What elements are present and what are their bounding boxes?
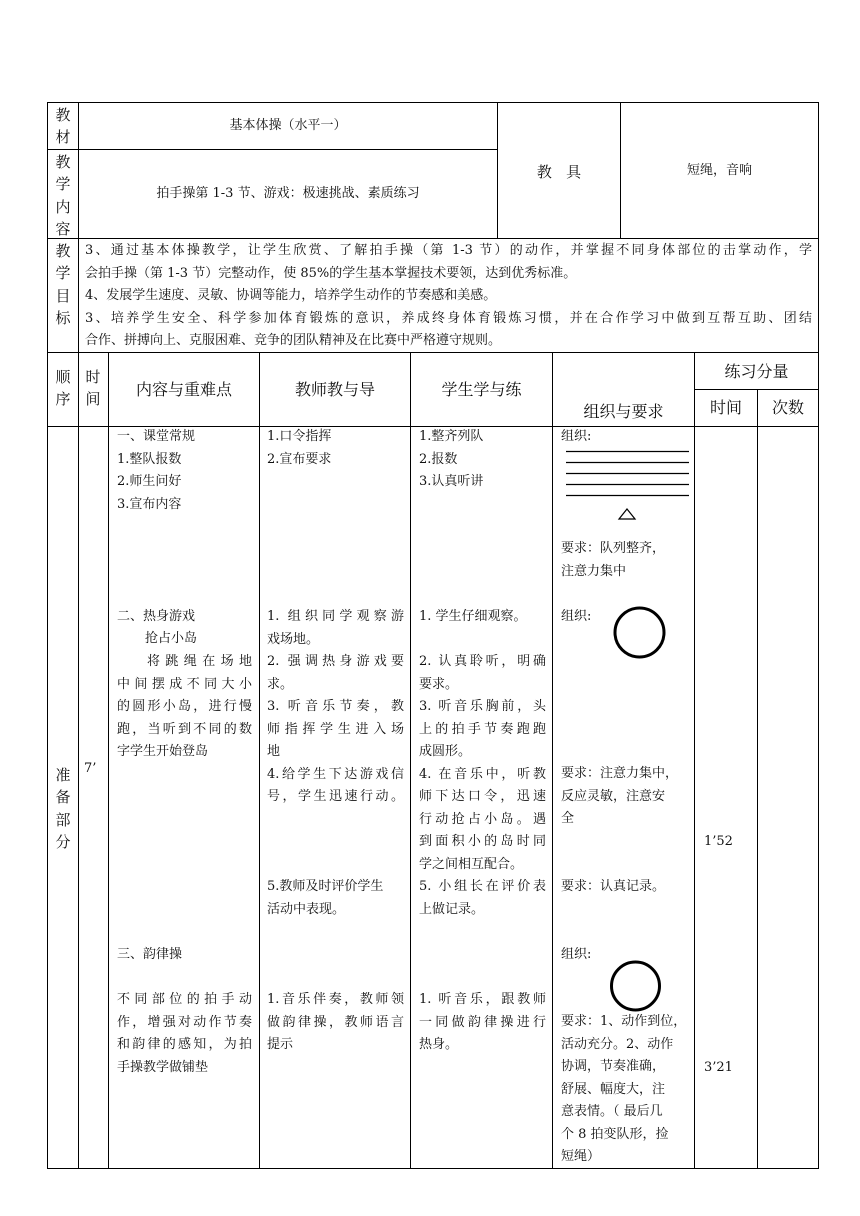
header-lianxi: 练习分量 bbox=[724, 362, 789, 381]
circle-formation-icon bbox=[610, 604, 670, 662]
jiaoju-value: 短绳，音响 bbox=[686, 163, 752, 178]
formation-diagram bbox=[560, 448, 694, 528]
content-routine: 一、课堂常规 1.整队报数 2.师生问好 3.宣布内容 bbox=[117, 429, 196, 512]
jiaocai-value: 基本体操（水平一） bbox=[229, 118, 347, 133]
goals-label: 教 学 目 标 bbox=[55, 242, 71, 327]
section-time: 7’ bbox=[84, 761, 97, 776]
teacher-triangle-icon bbox=[619, 509, 635, 519]
header-xuesheng: 学生学与练 bbox=[441, 380, 522, 399]
org-label: 组织: bbox=[561, 609, 592, 624]
rhythm-title: 三、韵律操 bbox=[117, 947, 183, 962]
col-divider bbox=[78, 238, 79, 353]
warmup-title: 二、热身游戏 bbox=[117, 609, 196, 624]
requirement-warmup: 要求：注意力集中， 反应灵敏，注意安 全 bbox=[561, 766, 679, 826]
warmup-description: 将跳绳在场地 中间摆成不同大小 的圆形小岛，进行慢 跑，当听到不同的数 字学生开始登岛 bbox=[117, 654, 252, 759]
neirong-label: 教 学 内 容 bbox=[55, 153, 71, 238]
goals-text: 3、通过基本体操教学，让学生欣赏、了解拍手操（第 1-3 节）的动作，并掌握不同身体部位的击掌动作，学 会拍手操（第 1-3 节）完整动作，使 85%的学生基本掌握技术要领，达到优秀标准。 4、发展学生速度、灵敏、协调等能力，培养学生动作的节奏感和美感。 3、培养学生安全、科学参加体育锻炼的意识，养成终身体育锻炼习惯，并在合作学习中做到互帮互助、团结 合作、拼搏向上、克服困难、竞争的团队精神及在比赛中严格遵守规则。 bbox=[85, 243, 812, 348]
header-shunxu: 顺 序 bbox=[55, 368, 71, 409]
time-warmup: 1’52 bbox=[704, 834, 733, 849]
rhythm-description: 不同部位的拍手动 作，增强对动作节奏 和韵律的感知，为拍 手操教学做铺垫 bbox=[117, 992, 252, 1075]
header-shijian: 时 间 bbox=[85, 368, 101, 409]
col-divider bbox=[410, 352, 411, 1169]
header-neirong: 内容与重难点 bbox=[135, 380, 232, 399]
row-divider bbox=[47, 238, 819, 239]
time-rhythm: 3’21 bbox=[704, 1060, 733, 1075]
student-warmup: 1. 学生仔细观察。 2. 认真聆听，明确 要求。 3. 听音乐胸前，头 上的拍手节奏跑跑 成圆形。 4. 在音乐中，听教 师下达口令，迅速 行动抢占小岛。遇 到面积小的岛时同 学之间相互配合。 5. 小组长在评价表 上做记录。 bbox=[419, 609, 546, 917]
col-divider bbox=[757, 389, 758, 1169]
teacher-rhythm: 1.音乐伴奏，教师领 做韵律操，教师语言 提示 bbox=[267, 992, 404, 1052]
student-rhythm: 1. 听音乐，跟教师 一同做韵律操进行 热身。 bbox=[419, 992, 546, 1052]
warmup-game-name: 抢占小岛 bbox=[145, 631, 198, 646]
table-left-border bbox=[47, 102, 48, 1169]
requirement-record: 要求：认真记录。 bbox=[561, 879, 666, 894]
header-zuzhi: 组织与要求 bbox=[583, 402, 664, 421]
jiaocai-label: 教 材 bbox=[55, 106, 71, 147]
header-time: 时间 bbox=[709, 398, 742, 417]
col-divider bbox=[78, 352, 79, 1169]
student-routine: 1.整齐列队 2.报数 3.认真听讲 bbox=[419, 429, 484, 489]
teacher-routine: 1.口令指挥 2.宣布要求 bbox=[267, 429, 332, 467]
col-divider bbox=[108, 352, 109, 1169]
circle-formation-icon bbox=[606, 958, 666, 1014]
table-right-border bbox=[818, 102, 819, 1169]
header-count: 次数 bbox=[771, 398, 804, 417]
org-label: 组织: bbox=[561, 947, 592, 962]
teacher-warmup: 1. 组织同学观察游 戏场地。 2. 强调热身游戏要 求。 3. 听音乐节奏，教 师指挥学生进入场 地 4.给学生下达游戏信 号，学生迅速行动。 bbox=[267, 609, 404, 804]
org-label: 组织: bbox=[561, 429, 592, 444]
col-divider bbox=[552, 352, 553, 1169]
requirement-rhythm: 要求：1、动作到位， 活动充分。2、动作 协调，节奏准确， 舒展、幅度大，注 意表情。（ 最后几 个 8 拍变队形，捡 短绳） bbox=[561, 1014, 687, 1164]
neirong-value: 拍手操第 1-3 节、游戏：极速挑战、素质练习 bbox=[156, 186, 420, 201]
section-label: 准 备 部 分 bbox=[55, 766, 71, 851]
table-top-border bbox=[47, 102, 819, 103]
teacher-evaluate: 5.教师及时评价学生 活动中表现。 bbox=[267, 879, 384, 917]
header-jiaoshi: 教师教与导 bbox=[294, 380, 375, 399]
table-bottom-border bbox=[47, 1168, 819, 1169]
col-divider bbox=[694, 352, 695, 1169]
jiaoju-label: 教 具 bbox=[536, 163, 582, 181]
requirement-routine: 要求：队列整齐， 注意力集中 bbox=[561, 541, 666, 579]
row-divider bbox=[47, 149, 497, 150]
col-divider bbox=[259, 352, 260, 1169]
